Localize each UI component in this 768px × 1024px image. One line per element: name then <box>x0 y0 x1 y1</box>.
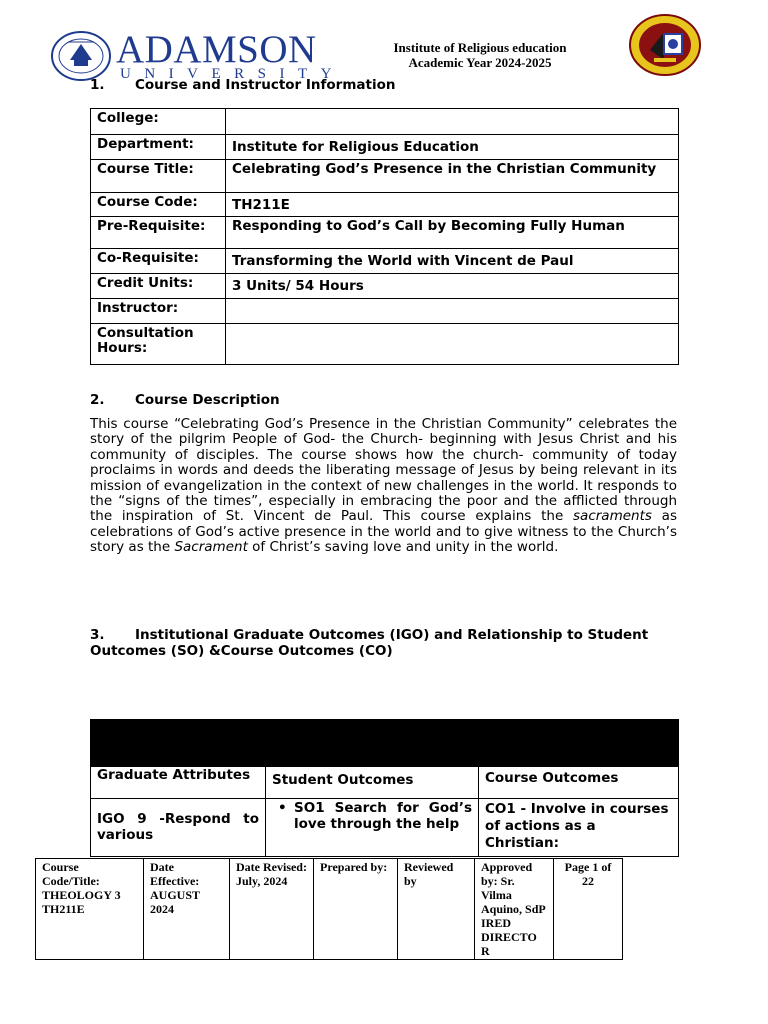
institute-name: Institute of Religious education <box>393 40 567 55</box>
co-cell: CO1 - Involve in courses of actions as a Christian: <box>479 799 679 857</box>
info-label: Pre-Requisite: <box>91 217 226 249</box>
description-text: as celebrations of God’s active presence in the world and to give witness to the Church’s story as the <box>90 508 677 556</box>
section-3-heading <box>90 627 680 659</box>
footer-page-number: Page 1 of 22 <box>554 859 623 960</box>
section-2-title: Course Description <box>135 392 280 408</box>
section-1-title: Course and Instructor Information <box>135 77 396 93</box>
outcomes-table <box>90 719 679 857</box>
academic-year: Academic Year 2024-2025 <box>408 55 552 70</box>
section-3-number: 3. <box>90 627 105 643</box>
info-label: College: <box>91 109 226 135</box>
brand-subtitle: UNIVERSITY <box>120 66 345 82</box>
section-2-number: 2. <box>90 392 105 408</box>
so-cell <box>266 799 479 857</box>
info-value: 3 Units/ 54 Hours <box>226 274 679 299</box>
info-value: Transforming the World with Vincent de Paul <box>226 249 679 274</box>
info-value: Responding to God’s Call by Becoming Fully Human <box>226 217 679 249</box>
footer-reviewed: Reviewed by <box>398 859 475 960</box>
table-row <box>91 193 679 217</box>
footer-course: Course Code/Title: THEOLOGY 3 TH211E <box>36 859 144 960</box>
info-label: Course Code: <box>91 193 226 217</box>
section-1-heading <box>90 77 396 93</box>
footer-prepared: Prepared by: <box>314 859 398 960</box>
column-header: Student Outcomes <box>266 767 479 799</box>
table-row <box>91 217 679 249</box>
university-seal-icon <box>50 30 112 82</box>
description-emphasis: Sacrament <box>174 539 248 556</box>
table-row <box>91 274 679 299</box>
info-label: Credit Units: <box>91 274 226 299</box>
footer-approved: Approved by: Sr. Vilma Aquino, SdP IRED DIRECTO R <box>475 859 554 960</box>
footer-date-effective: Date Effective: AUGUST 2024 <box>144 859 230 960</box>
table-header-band <box>91 720 679 767</box>
footer-table <box>35 858 623 960</box>
header-band-cell <box>91 720 679 767</box>
description-text: of Christ’s saving love and unity in the world. <box>247 539 559 556</box>
university-logo <box>50 28 345 84</box>
info-value: Celebrating God’s Presence in the Christian Community <box>226 160 679 193</box>
info-label: Department: <box>91 135 226 160</box>
info-label: Co-Requisite: <box>91 249 226 274</box>
column-header: Graduate Attributes <box>91 767 266 799</box>
institute-heading <box>340 40 620 70</box>
info-value <box>226 324 679 365</box>
table-row <box>91 249 679 274</box>
brand-name: ADAMSON <box>116 28 317 71</box>
table-row <box>36 859 623 960</box>
section-2-heading <box>90 392 280 408</box>
info-value: Institute for Religious Education <box>226 135 679 160</box>
table-row <box>91 767 679 799</box>
column-header: Course Outcomes <box>479 767 679 799</box>
section-3-title: Institutional Graduate Outcomes (IGO) and Relationship to Student Outcomes (SO) &Course Outcomes (CO) <box>90 627 649 659</box>
footer-date-revised: Date Revised: July, 2024 <box>230 859 314 960</box>
table-row <box>91 135 679 160</box>
section-1-number: 1. <box>90 77 105 93</box>
description-text: This course “Celebrating God’s Presence in the Christian Community” celebrates the story of the pilgrim People of God- the Church- beginning with Jesus Christ and his community of disciples. The course shows how the church- community of today proclaims in words and deeds the liberating message of Jesus by being relevant in its mission of evangelization in the context of new challenges in the world. It responds to the “signs of the times”, especially in embracing the poor and the afflicted through the inspiration of St. Vincent de Paul. This course explains the <box>90 416 677 525</box>
institute-emblem-icon <box>628 14 702 76</box>
course-description <box>90 417 677 556</box>
info-label: Instructor: <box>91 299 226 324</box>
info-value: TH211E <box>226 193 679 217</box>
course-info-table <box>90 108 679 365</box>
info-value <box>226 109 679 135</box>
info-label: Consultation Hours: <box>91 324 226 365</box>
table-row <box>91 109 679 135</box>
table-row <box>91 299 679 324</box>
table-row <box>91 160 679 193</box>
table-row <box>91 324 679 365</box>
description-emphasis: sacraments <box>573 508 652 525</box>
igo-cell: IGO 9 -Respond to various <box>91 799 266 857</box>
so-text: SO1 Search for God’s love through the help <box>294 800 472 832</box>
info-label: Course Title: <box>91 160 226 193</box>
table-row <box>91 799 679 857</box>
bullet-icon: • <box>278 800 287 816</box>
info-value <box>226 299 679 324</box>
